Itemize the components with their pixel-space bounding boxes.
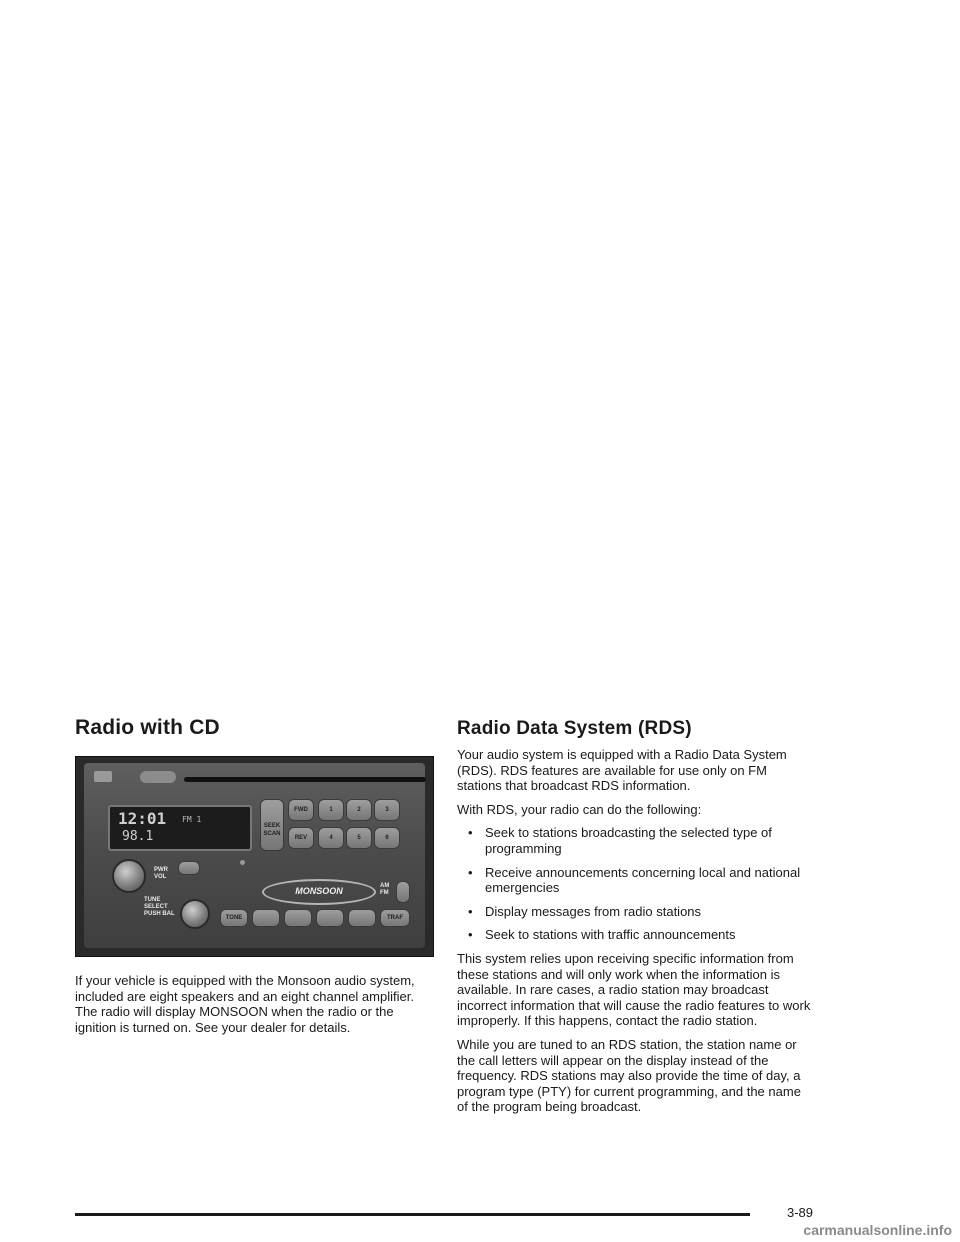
rcl-button <box>178 861 200 875</box>
display-band: FM 1 <box>182 815 202 824</box>
bullet-icon: • <box>468 864 473 880</box>
tone-label: TONE <box>225 915 243 921</box>
list-item <box>468 904 815 920</box>
select-label: SELECT <box>144 904 168 910</box>
fwd-button <box>288 799 314 821</box>
rev-label: REV <box>294 835 308 841</box>
preset-4-label: 4 <box>329 835 333 841</box>
monsoon-logo: MONSOON <box>262 879 376 905</box>
rev-button <box>288 827 314 849</box>
preset-1-button <box>318 799 344 821</box>
traf-label: TRAF <box>387 915 403 921</box>
vol-label: VOL <box>154 874 167 880</box>
monsoon-paragraph: If your vehicle is equipped with the Monsoon audio system, included are eight speakers and an eight channel amplifier. The radio will display MONSOON when the radio or the ignition is turned on. See your dealer for details. <box>75 973 415 1035</box>
traf-button <box>380 909 410 927</box>
band-button <box>396 881 410 903</box>
am-fm-label <box>380 883 389 897</box>
preset-6-button <box>374 827 400 849</box>
preset-6-label: 6 <box>385 835 389 841</box>
fm-label: FM <box>380 890 389 896</box>
bullet-icon: • <box>468 927 473 943</box>
left-column <box>75 716 433 1043</box>
seek-scan-button <box>260 799 284 851</box>
am-label: AM <box>380 883 390 889</box>
footer-rule <box>75 1213 750 1216</box>
pwr-label: PWR <box>154 867 168 873</box>
section-heading: Radio Data System (RDS) <box>457 718 692 739</box>
rds-lead-paragraph: With RDS, your radio can do the following: <box>457 801 702 817</box>
display-time: 12:01 <box>118 809 167 828</box>
list-item-text: Seek to stations broadcasting the selected type of programming <box>485 825 772 856</box>
list-item <box>468 865 815 896</box>
list-item-text: Display messages from radio stations <box>485 903 702 919</box>
eject-button <box>140 771 176 783</box>
preset-3-label: 3 <box>385 807 389 813</box>
radio-display <box>108 805 252 851</box>
rds-reliance-paragraph: This system relies upon receiving specific information from these stations and will only work when the information is available. In rare cases, a radio station may broadcast incorrect information that will cause the radio features to work improperly. If this happens, contact the radio station. <box>457 950 811 1029</box>
rds-button <box>284 909 312 927</box>
preset-5-button <box>346 827 372 849</box>
seek-label: SEEK <box>263 823 281 829</box>
scan-label: SCAN <box>263 831 281 837</box>
push-bal-label: PUSH BAL <box>144 911 175 917</box>
bullet-icon: • <box>468 903 473 919</box>
tune-select-knob <box>180 899 210 929</box>
indicator-led <box>240 860 245 865</box>
bullet-icon: • <box>468 825 473 841</box>
page-number: 3-89 <box>787 1205 814 1220</box>
right-column <box>457 716 815 1123</box>
preset-2-button <box>346 799 372 821</box>
cd-slot <box>184 777 426 782</box>
rds-display-paragraph: While you are tuned to an RDS station, the station name or the call letters will appear on the display instead of the frequency. RDS stations may also provide the time of day, a program type (PTY) for current programming, and the name of the program being broadcast. <box>457 1036 801 1115</box>
cd-control-button <box>252 909 280 927</box>
preset-1-label: 1 <box>329 807 333 813</box>
section-heading: Radio with CD <box>75 716 220 739</box>
cd-logo-icon <box>94 771 112 782</box>
preset-3-button <box>374 799 400 821</box>
list-item-text: Receive announcements concerning local and national emergencies <box>485 864 801 896</box>
preset-2-label: 2 <box>357 807 361 813</box>
list-item <box>468 825 815 856</box>
rds-feature-list <box>457 825 815 943</box>
tune-label: TUNE <box>144 897 161 903</box>
tune-select-label <box>144 897 175 918</box>
list-item <box>468 927 815 943</box>
radio-faceplate <box>84 763 425 948</box>
tone-button <box>220 909 248 927</box>
fwd-label: FWD <box>294 807 308 813</box>
display-button <box>348 909 376 927</box>
preset-4-button <box>318 827 344 849</box>
pty-button <box>316 909 344 927</box>
radio-image <box>75 756 434 957</box>
power-volume-knob <box>112 859 146 893</box>
preset-5-label: 5 <box>357 835 361 841</box>
display-frequency: 98.1 <box>122 829 154 844</box>
pwr-vol-label <box>154 867 168 881</box>
watermark: carmanualsonline.info <box>803 1222 952 1238</box>
list-item-text: Seek to stations with traffic announcements <box>485 927 736 943</box>
rds-intro-paragraph: Your audio system is equipped with a Radio Data System (RDS). RDS features are available for use only on FM stations that broadcast RDS information. <box>457 747 787 794</box>
